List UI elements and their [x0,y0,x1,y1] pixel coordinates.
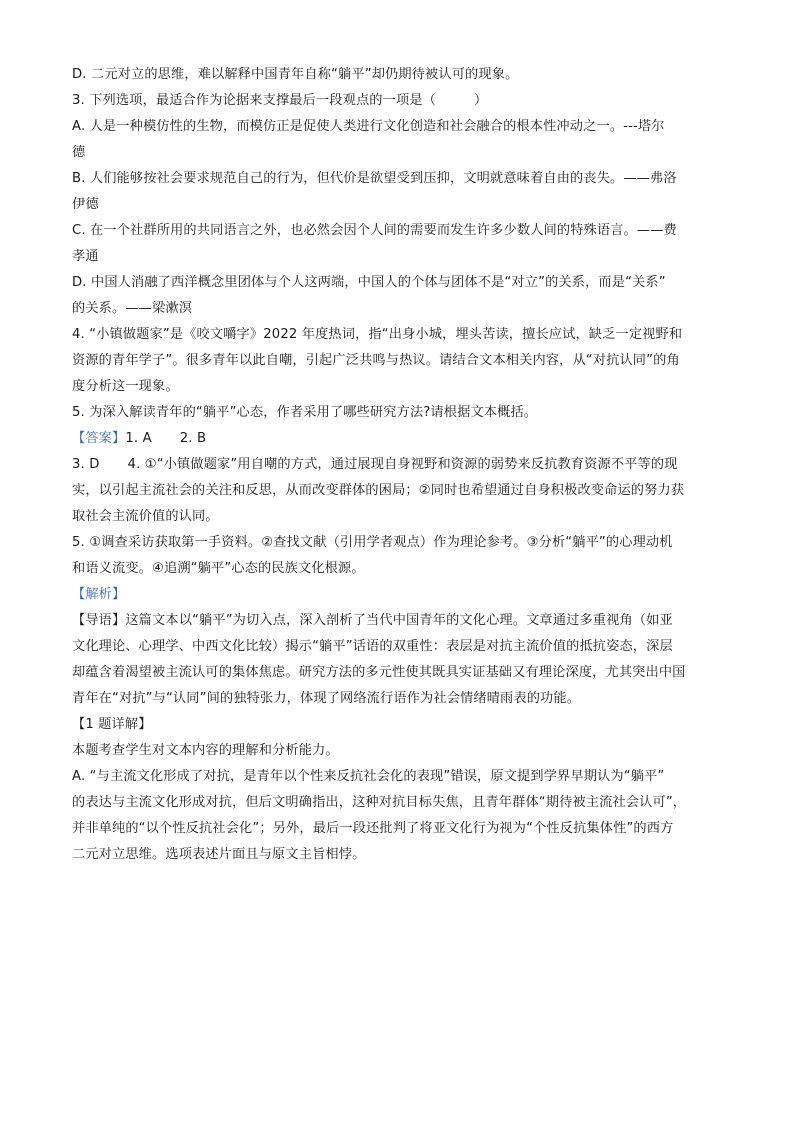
option-c-q3: C. 在一个社群所用的共同语言之外，也必然会因个人间的需要而发生许多少数人间的特殊语言。——费 [72,223,677,238]
question-3: 3. 下列选项，最适合作为论据来支撑最后一段观点的一项是（ ） [72,93,488,108]
answer-header: 【答案】1. A 2. B [72,431,207,446]
q1-detail-a: A. “与主流文化形成了对抗，是青年以个性来反抗社会化的表现”错误，原文提到学界早期认为“躺平” [72,769,665,784]
answer-4-cont-2: 取社会主流价值的认同。 [72,509,219,524]
document-page [72,62,724,868]
answer-5: 5. ①调查采访获取第一手资料。②查找文献（引用学者观点）作为理论参考。③分析“躺平”的心理动机 [72,535,673,550]
answer-label: 【答案】 [72,431,126,446]
option-a-q3: A. 人是一种模仿性的生物，而模仿正是促使人类进行文化创造和社会融合的根本性冲动之一。---塔尔 [72,119,665,134]
q1-detail-heading: 【1 题详解】 [72,717,152,732]
q1-detail-intro: 本题考查学生对文本内容的理解和分析能力。 [72,743,339,758]
option-b-q3: B. 人们能够按社会要求规范自己的行为，但代价是欲望受到压抑，文明就意味着自由的丧失。——弗洛 [72,171,677,186]
option-d-q3: D. 中国人消融了西洋概念里团体与个人这两端，中国人的个体与团体不是“对立”的关系，而是“关系” [72,275,666,290]
option-b-q3-cont: 伊德 [72,197,99,212]
question-5: 5. 为深入解读青年的“躺平”心态，作者采用了哪些研究方法?请根据文本概括。 [72,405,538,420]
guide-paragraph-cont-3: 青年在“对抗”与“认同”间的独特张力，体现了网络流行语作为社会情绪晴雨表的功能。 [72,691,581,706]
answer-5-cont: 和语义流变。④追溯“躺平”心态的民族文化根源。 [72,561,365,576]
question-4-cont-2: 度分析这一现象。 [72,379,179,394]
option-d-q3-cont: 的关系。——梁漱溟 [72,301,193,316]
guide-paragraph-cont-2: 却蕴含着渴望被主流认可的集体焦虑。研究方法的多元性使其既具实证基础又有理论深度，尤其突出中国 [72,665,686,680]
guide-paragraph-cont: 文化理论、心理学、中西文化比较）揭示“躺平”话语的双重性：表层是对抗主流价值的抵抗姿态，深层 [72,639,673,654]
q1-detail-a-cont-3: 二元对立思维。选项表述片面且与原文主旨相悖。 [72,847,366,862]
question-4-cont: 资源的青年学子”。很多青年以此自嘲，引起广泛共鸣与热议。请结合文本相关内容，从“对抗认同”的角 [72,353,680,368]
q1-detail-a-cont: 的表达与主流文化形成对抗，但后文明确指出，这种对抗目标失焦，且青年群体“期待被主流社会认可”， [72,795,687,810]
answer-3-4: 3. D 4. ①“小镇做题家”用自嘲的方式，通过展现自身视野和资源的弱势来反抗教育资源不平等的现 [72,457,678,472]
option-a-q3-cont: 德 [72,145,86,160]
analysis-label: 【解析】 [72,587,126,602]
option-c-q3-cont: 孝通 [72,249,99,264]
answer-4-cont: 实，以引起主流社会的关注和反思，从而改变群体的困局；②同时也希望通过自身积极改变命运的努力获 [72,483,685,498]
question-4: 4. “小镇做题家”是《咬文嚼字》2022 年度热词，指“出身小城，埋头苦读，擅长应试，缺乏一定视野和 [72,327,683,342]
q1-detail-a-cont-2: 并非单纯的“以个性反抗社会化”；另外，最后一段还批判了将亚文化行为视为“个性反抗集体性”的西方 [72,821,674,836]
option-d-q2: D. 二元对立的思维，难以解释中国青年自称“躺平”却仍期待被认可的现象。 [72,67,519,82]
guide-paragraph: 【导语】这篇文本以“躺平”为切入点，深入剖析了当代中国青年的文化心理。文章通过多重视角（如亚 [72,613,673,628]
